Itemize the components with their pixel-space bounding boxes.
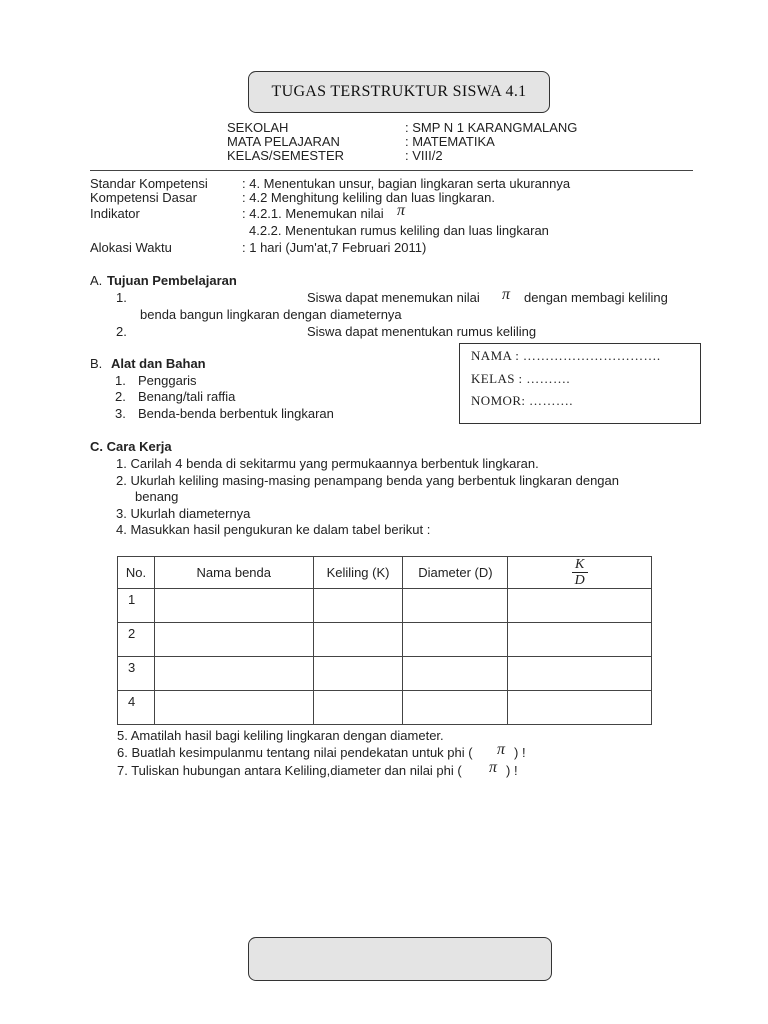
kd-label: Kompetensi Dasar — [90, 190, 197, 205]
list-item: Penggaris — [138, 373, 197, 388]
section-a-item2-num: 2. — [116, 324, 127, 339]
indicator-value-2: 4.2.2. Menentukan rumus keliling dan luas lingkaran — [249, 223, 549, 238]
header-object-name: Nama benda — [154, 557, 313, 589]
diameter-cell[interactable] — [403, 589, 508, 623]
ratio-cell[interactable] — [508, 691, 652, 725]
section-a-item1-line2: benda bangun lingkaran dengan diameternya — [140, 307, 402, 322]
header-no: No. — [118, 557, 155, 589]
section-a-item1-text: Siswa dapat menemukan nilai — [307, 290, 480, 305]
header-ratio — [508, 557, 652, 589]
footer-box — [248, 937, 552, 981]
title-box — [248, 71, 550, 113]
indicator-label: Indikator — [90, 206, 140, 221]
circumference-cell[interactable] — [313, 657, 403, 691]
object-name-cell[interactable] — [154, 589, 313, 623]
pi-symbol: π — [502, 286, 511, 303]
list-item-number: 3. — [115, 406, 126, 421]
school-value: : SMP N 1 KARANGMALANG — [405, 120, 578, 135]
diameter-cell[interactable] — [403, 691, 508, 725]
divider-line — [90, 170, 693, 171]
subject-value: : MATEMATIKA — [405, 134, 495, 149]
object-name-cell[interactable] — [154, 691, 313, 725]
school-label: SEKOLAH — [227, 120, 289, 135]
section-a-item1-num: 1. — [116, 290, 127, 305]
sk-value: : 4. Menentukan unsur, bagian lingkaran serta ukurannya — [242, 176, 571, 191]
section-c-item1: 1. Carilah 4 benda di sekitarmu yang permukaannya berbentuk lingkaran. — [116, 456, 539, 471]
pi-symbol: π — [489, 759, 498, 776]
fraction-denominator: D — [574, 573, 585, 588]
pi-symbol: π — [497, 741, 506, 758]
header-circumference: Keliling (K) — [313, 557, 403, 589]
row-number: 2 — [118, 623, 155, 657]
k-over-d-fraction — [572, 558, 588, 587]
row-number: 1 — [118, 589, 155, 623]
table-header-row — [118, 557, 652, 589]
sk-label: Standar Kompetensi — [90, 176, 208, 191]
diameter-cell[interactable] — [403, 623, 508, 657]
class-semester-label: KELAS/SEMESTER — [227, 148, 345, 163]
time-value: : 1 hari (Jum'at,7 Februari 2011) — [242, 240, 427, 255]
circumference-cell[interactable] — [313, 589, 403, 623]
row-number: 3 — [118, 657, 155, 691]
student-identity-box — [459, 343, 701, 424]
list-item: Benda-benda berbentuk lingkaran — [138, 406, 334, 421]
header-diameter: Diameter (D) — [403, 557, 508, 589]
section-b-title: Alat dan Bahan — [111, 356, 206, 371]
section-a-item2-text: Siswa dapat menentukan rumus keliling — [307, 324, 537, 339]
object-name-cell[interactable] — [154, 657, 313, 691]
subject-label: MATA PELAJARAN — [227, 134, 340, 149]
table-row — [118, 657, 652, 691]
step-7-text: 7. Tuliskan hubungan antara Keliling,diameter dan nilai phi ( — [117, 763, 462, 778]
page-title: TUGAS TERSTRUKTUR SISWA 4.1 — [271, 83, 527, 100]
step-7-text-end: ) ! — [506, 763, 518, 778]
kd-value: : 4.2 Menghitung keliling dan luas lingkaran. — [242, 190, 495, 205]
table-row — [118, 589, 652, 623]
diameter-cell[interactable] — [403, 657, 508, 691]
row-number: 4 — [118, 691, 155, 725]
fraction-numerator: K — [574, 557, 585, 572]
ratio-cell[interactable] — [508, 623, 652, 657]
pi-symbol: π — [397, 202, 406, 219]
name-field[interactable]: NAMA : …………………………. — [471, 348, 661, 363]
section-c-item4: 4. Masukkan hasil pengukuran ke dalam tabel berikut : — [116, 522, 431, 537]
section-c-title: C. Cara Kerja — [90, 439, 172, 454]
class-field[interactable]: KELAS : ………. — [471, 371, 571, 386]
step-6-text: 6. Buatlah kesimpulanmu tentang nilai pendekatan untuk phi ( — [117, 745, 473, 760]
ratio-cell[interactable] — [508, 589, 652, 623]
indicator-value-1: : 4.2.1. Menemukan nilai — [242, 206, 384, 221]
step-6-text-end: ) ! — [514, 745, 526, 760]
object-name-cell[interactable] — [154, 623, 313, 657]
step-5-text: 5. Amatilah hasil bagi keliling lingkaran dengan diameter. — [117, 728, 444, 743]
class-semester-value: : VIII/2 — [405, 148, 443, 163]
list-item-number: 1. — [115, 373, 126, 388]
circumference-cell[interactable] — [313, 691, 403, 725]
section-c-item2-line2: benang — [135, 489, 179, 504]
section-a-title: Tujuan Pembelajaran — [107, 273, 237, 288]
table-row — [118, 691, 652, 725]
section-c-item3: 3. Ukurlah diameternya — [116, 506, 251, 521]
section-a-letter: A. — [90, 273, 103, 288]
measurement-table — [117, 556, 652, 725]
time-label: Alokasi Waktu — [90, 240, 172, 255]
list-item: Benang/tali raffia — [138, 389, 236, 404]
list-item-number: 2. — [115, 389, 126, 404]
section-b-letter: B. — [90, 356, 103, 371]
section-a-item1-text-cont: dengan membagi keliling — [524, 290, 668, 305]
table-row — [118, 623, 652, 657]
ratio-cell[interactable] — [508, 657, 652, 691]
section-c-item2: 2. Ukurlah keliling masing-masing penampang benda yang berbentuk lingkaran dengan — [116, 473, 619, 488]
number-field[interactable]: NOMOR: ………. — [471, 393, 573, 408]
circumference-cell[interactable] — [313, 623, 403, 657]
